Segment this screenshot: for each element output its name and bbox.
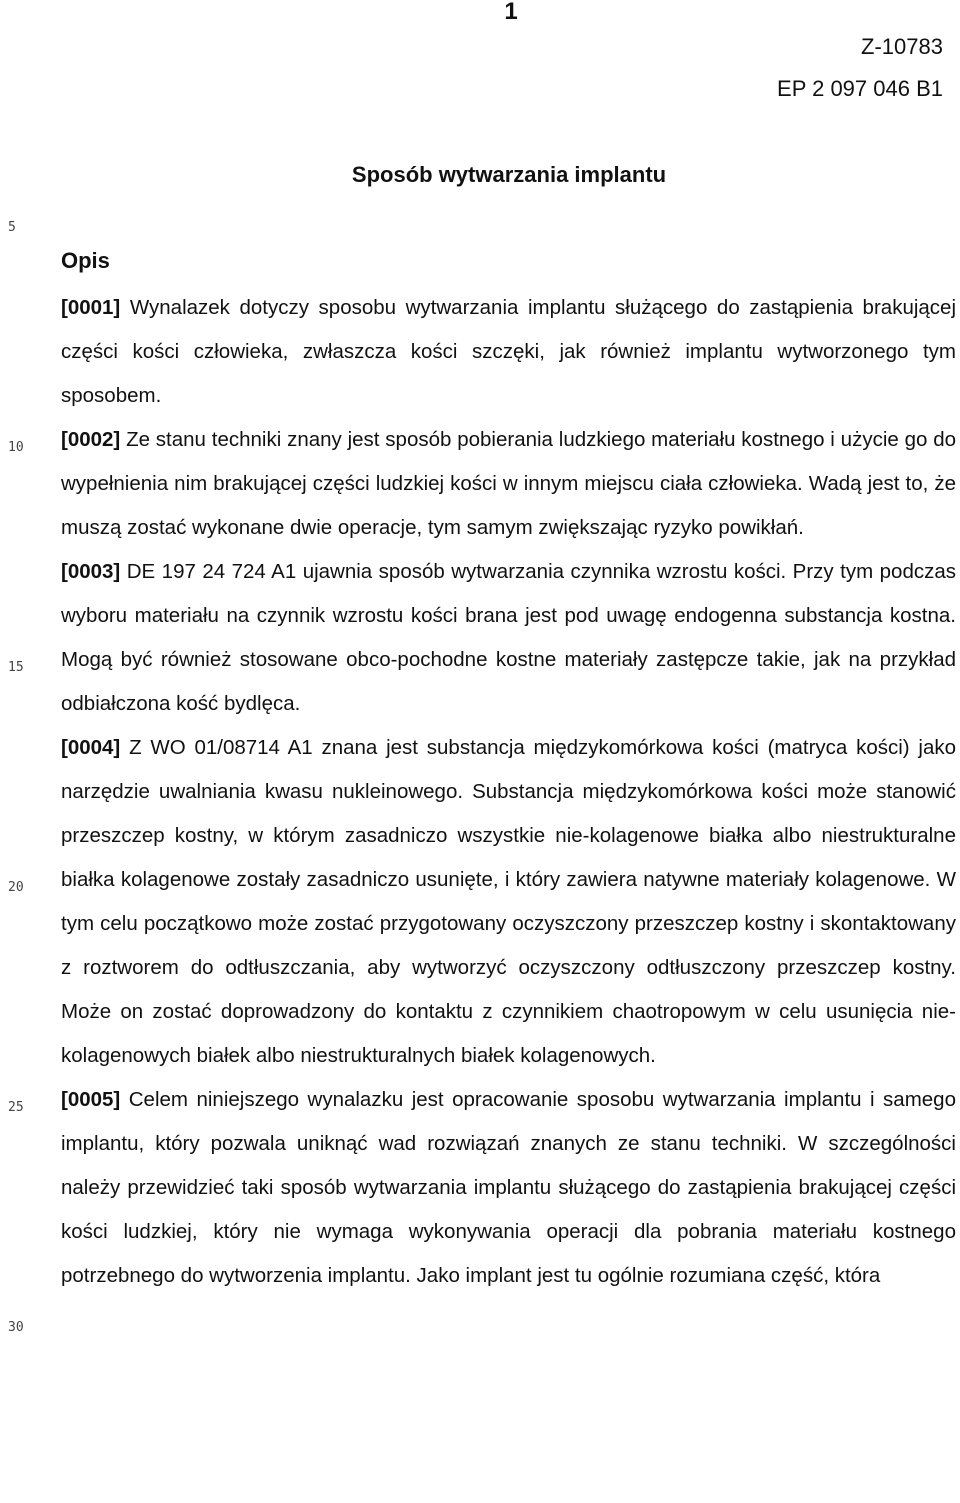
line-number-10: 10 [8, 440, 24, 455]
paragraph-number: [0002] [61, 428, 121, 451]
section-heading: Opis [61, 248, 110, 273]
paragraph-text: Celem niniejszego wynalazku jest opracowanie sposobu wytwarzania implantu i samego implantu, który pozwala uniknąć wad rozwiązań znanych ze stanu techniki. W szczególności należy przewidzieć taki sposób wytwarzania implantu służącego do zastąpienia brakującej części kości ludzkiej, który nie wymaga wykonywania operacji dla pobrania materiału kostnego potrzebnego do wytworzenia implantu. Jako implant jest tu ogólnie rozumiana część, która [61, 1088, 956, 1287]
line-number-20: 20 [8, 880, 24, 895]
paragraph-text: DE 197 24 724 A1 ujawnia sposób wytwarzania czynnika wzrostu kości. Przy tym podczas wyboru materiału na czynnik wzrostu kości brana jest pod uwagę endogenna substancja kostna. Mogą być również stosowane obco-pochodne kostne materiały zastępcze takie, jak na przykład odbiałczona kość bydlęca. [61, 560, 956, 715]
document-title: Sposób wytwarzania implantu [351, 162, 667, 187]
line-number-5: 5 [8, 220, 16, 235]
paragraph-text: Z WO 01/08714 A1 znana jest substancja międzykomórkowa kości (matryca kości) jako narzędzie uwalniania kwasu nukleinowego. Substancja międzykomórkowa kości może stanowić przeszczep kostny, w którym zasadniczo wszystkie nie-kolagenowe białka albo niestrukturalne białka kolagenowe zostały zasadniczo usunięte, i który zawiera natywne materiały kolagenowe. W tym celu początkowo może zostać przygotowany oczyszczony przeszczep kostny i skontaktowany z roztworem do odtłuszczania, aby wytworzyć oczyszczony odtłuszczony przeszczep kostny. Może on zostać doprowadzony do kontaktu z czynnikiem chaotropowym w celu usunięcia nie-kolagenowych białek albo niestrukturalnych białek kolagenowych. [61, 736, 957, 1067]
paragraph-0005 [61, 1078, 956, 1298]
description-body [61, 286, 956, 1298]
paragraph-0003 [61, 550, 956, 726]
line-number-15: 15 [8, 660, 24, 675]
paragraph-0001 [61, 286, 956, 418]
paragraph-text: Ze stanu techniki znany jest sposób pobierania ludzkiego materiału kostnego i użycie go do wypełnienia nim brakującej części ludzkiej kości w innym miejscu ciała człowieka. Wadą jest to, że muszą zostać wykonane dwie operacje, tym samym zwiększając ryzyko powikłań. [61, 428, 956, 539]
paragraph-number: [0005] [61, 1088, 121, 1111]
paragraph-0004 [61, 726, 956, 1078]
paragraph-0002 [61, 418, 956, 550]
case-number: Z-10783 [861, 34, 943, 59]
paragraph-number: [0001] [61, 296, 121, 319]
paragraph-text: Wynalazek dotyczy sposobu wytwarzania implantu służącego do zastąpienia brakującej części kości człowieka, zwłaszcza kości szczęki, jak również implantu wytworzonego tym sposobem. [61, 296, 957, 407]
line-number-30: 30 [8, 1320, 24, 1335]
line-number-25: 25 [8, 1100, 24, 1115]
paragraph-number: [0003] [61, 560, 121, 583]
publication-number: EP 2 097 046 B1 [777, 76, 943, 101]
paragraph-number: [0004] [61, 736, 121, 759]
page-number: 1 [504, 0, 518, 25]
